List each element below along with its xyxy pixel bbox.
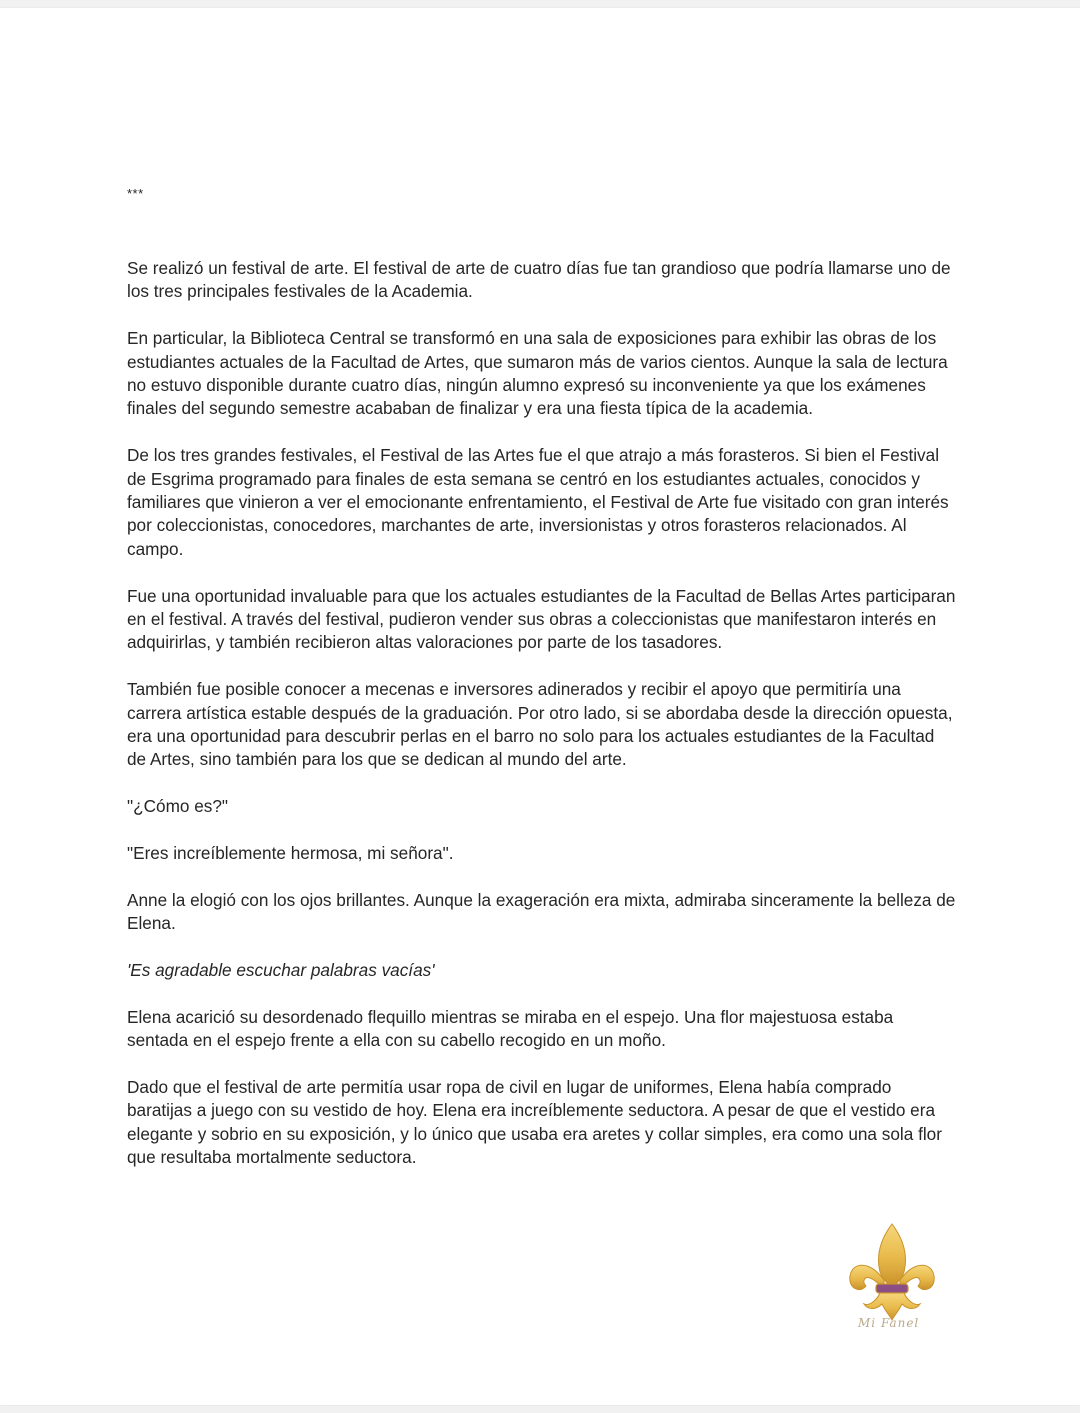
- signature: Mi Fanel: [858, 1316, 920, 1330]
- scene-separator: ***: [127, 186, 144, 201]
- paragraph: En particular, la Biblioteca Central se transformó en una sala de exposiciones para exhibir las obras de los estudiantes actuales de la Facultad de Artes, que sumaron más de varios cientos. Aunque la sala de lectura no estuvo disponible durante cuatro días, ningún alumno expresó su inconveniente ya que los exámenes finales del segundo semestre acababan de finalizar y era una fiesta típica de la academia.: [127, 328, 948, 419]
- thought-line: 'Es agradable escuchar palabras vacías': [127, 960, 435, 981]
- document-page: [0, 8, 1080, 1405]
- document-body: [127, 184, 957, 1193]
- paragraph: De los tres grandes festivales, el Festival de las Artes fue el que atrajo a más forasteros. Si bien el Festival de Esgrima programado para finales de esta semana se centró en los estudiantes actuales, conocidos y familiares que vinieron a ver el emocionante enfrentamiento, el Festival de Arte fue visitado con gran interés por coleccionistas, conocedores, marchantes de arte, inversionistas y otros forasteros relacionados. Al campo.: [127, 445, 949, 559]
- paragraph: Elena acarició su desordenado flequillo mientras se miraba en el espejo. Una flor majestuosa estaba sentada en el espejo frente a ella con su cabello recogido en un moño.: [127, 1006, 894, 1051]
- paragraph: Se realizó un festival de arte. El festival de arte de cuatro días fue tan grandioso que podría llamarse uno de los tres principales festivales de la Academia.: [127, 258, 951, 302]
- paragraph: Fue una oportunidad invaluable para que los actuales estudiantes de la Facultad de Bellas Artes participaran en el festival. A través del festival, pudieron vender sus obras a coleccionistas que manifestaron interés en adquirirlas, y también recibieron altas valoraciones por parte de los tasadores.: [127, 585, 956, 653]
- paragraph: Anne la elogió con los ojos brillantes. Aunque la exageración era mixta, admiraba sinceramente la belleza de Elena.: [127, 889, 956, 934]
- dialogue-line: "¿Cómo es?": [127, 796, 229, 817]
- paragraph: Dado que el festival de arte permitía usar ropa de civil en lugar de uniformes, Elena había comprado baratijas a juego con su vestido de hoy. Elena era increíblemente seductora. A pesar de que el vestido era elegante y sobrio en su exposición, y lo único que usaba era aretes y collar simples, era como una sola flor que resultaba mortalmente seductora.: [127, 1077, 942, 1168]
- dialogue-line: "Eres increíblemente hermosa, mi señora".: [127, 843, 454, 864]
- paragraph: También fue posible conocer a mecenas e inversores adinerados y recibir el apoyo que permitiría una carrera artística estable después de la graduación. Por otro lado, si se abordaba desde la dirección opuesta, era una oportunidad para descubrir perlas en el barro no solo para los actuales estudiantes de la Facultad de Artes, sino también para los que se dedican al mundo del arte.: [127, 679, 953, 770]
